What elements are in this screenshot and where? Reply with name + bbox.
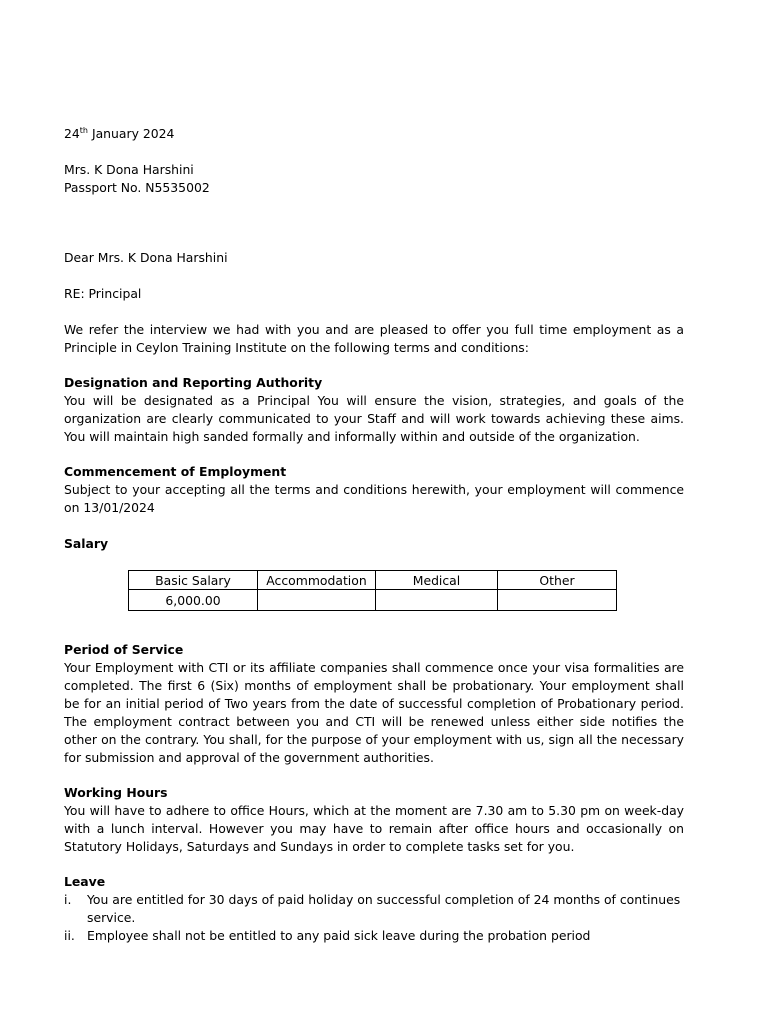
- leave-item: [64, 891, 684, 927]
- salary-heading: Salary: [64, 536, 109, 551]
- salary-header-cell: Medical: [376, 571, 498, 590]
- salary-table: [128, 570, 617, 611]
- salary-header-cell: Basic Salary: [129, 571, 258, 590]
- leave-heading: Leave: [64, 874, 106, 889]
- leave-item: [64, 927, 684, 945]
- period-heading: Period of Service: [64, 642, 184, 657]
- recipient-name: Mrs. K Dona Harshini: [64, 162, 194, 177]
- commencement-heading: Commencement of Employment: [64, 464, 287, 479]
- salary-header-cell: Accommodation: [258, 571, 376, 590]
- leave-item-number: i.: [64, 892, 72, 907]
- designation-heading: Designation and Reporting Authority: [64, 375, 323, 390]
- salary-header-row: [129, 571, 617, 590]
- leave-item-number: ii.: [64, 928, 75, 943]
- hours-body: You will have to adhere to office Hours, which at the moment are 7.30 am to 5.30 pm on week-day with a lunch interval. However you may have to remain after office hours and occasionally on Statutory Holidays, Saturdays and Sundays in order to complete tasks set for you.: [64, 803, 684, 854]
- salary-value-row: [129, 590, 617, 611]
- salary-value-cell: [258, 590, 376, 611]
- hours-heading: Working Hours: [64, 785, 168, 800]
- salary-value-cell: [376, 590, 498, 611]
- recipient-passport: Passport No. N5535002: [64, 180, 210, 195]
- salutation: Dear Mrs. K Dona Harshini: [64, 250, 228, 265]
- letter-date: 24th January 2024: [64, 125, 175, 141]
- designation-body: You will be designated as a Principal You will ensure the vision, strategies, and goals of the organization are clearly communicated to your Staff and will work towards achieving these aims. You will maintain high sanded formally and informally within and outside of the organization.: [64, 393, 684, 444]
- salary-header-cell: Other: [498, 571, 617, 590]
- salary-value-cell: [498, 590, 617, 611]
- intro-paragraph: We refer the interview we had with you and are pleased to offer you full time employment as a Principle in Ceylon Training Institute on the following terms and conditions:: [64, 322, 684, 355]
- re-line: RE: Principal: [64, 286, 142, 301]
- period-body: Your Employment with CTI or its affiliate companies shall commence once your visa formalities are completed. The first 6 (Six) months of employment shall be probationary. Your employment shall be for an initial period of Two years from the date of successful completion of Probationary period. The employment contract between you and CTI will be renewed unless either side notifies the other on the contrary. You shall, for the purpose of your employment with us, sign all the necessary for submission and approval of the government authorities.: [64, 660, 684, 765]
- commencement-body: Subject to your accepting all the terms and conditions herewith, your employment will commence on 13/01/2024: [64, 482, 684, 515]
- leave-item-text: You are entitled for 30 days of paid holiday on successful completion of 24 months of continues service.: [87, 892, 681, 925]
- leave-item-text: Employee shall not be entitled to any paid sick leave during the probation period: [87, 928, 591, 943]
- salary-value-cell: 6,000.00: [129, 590, 258, 611]
